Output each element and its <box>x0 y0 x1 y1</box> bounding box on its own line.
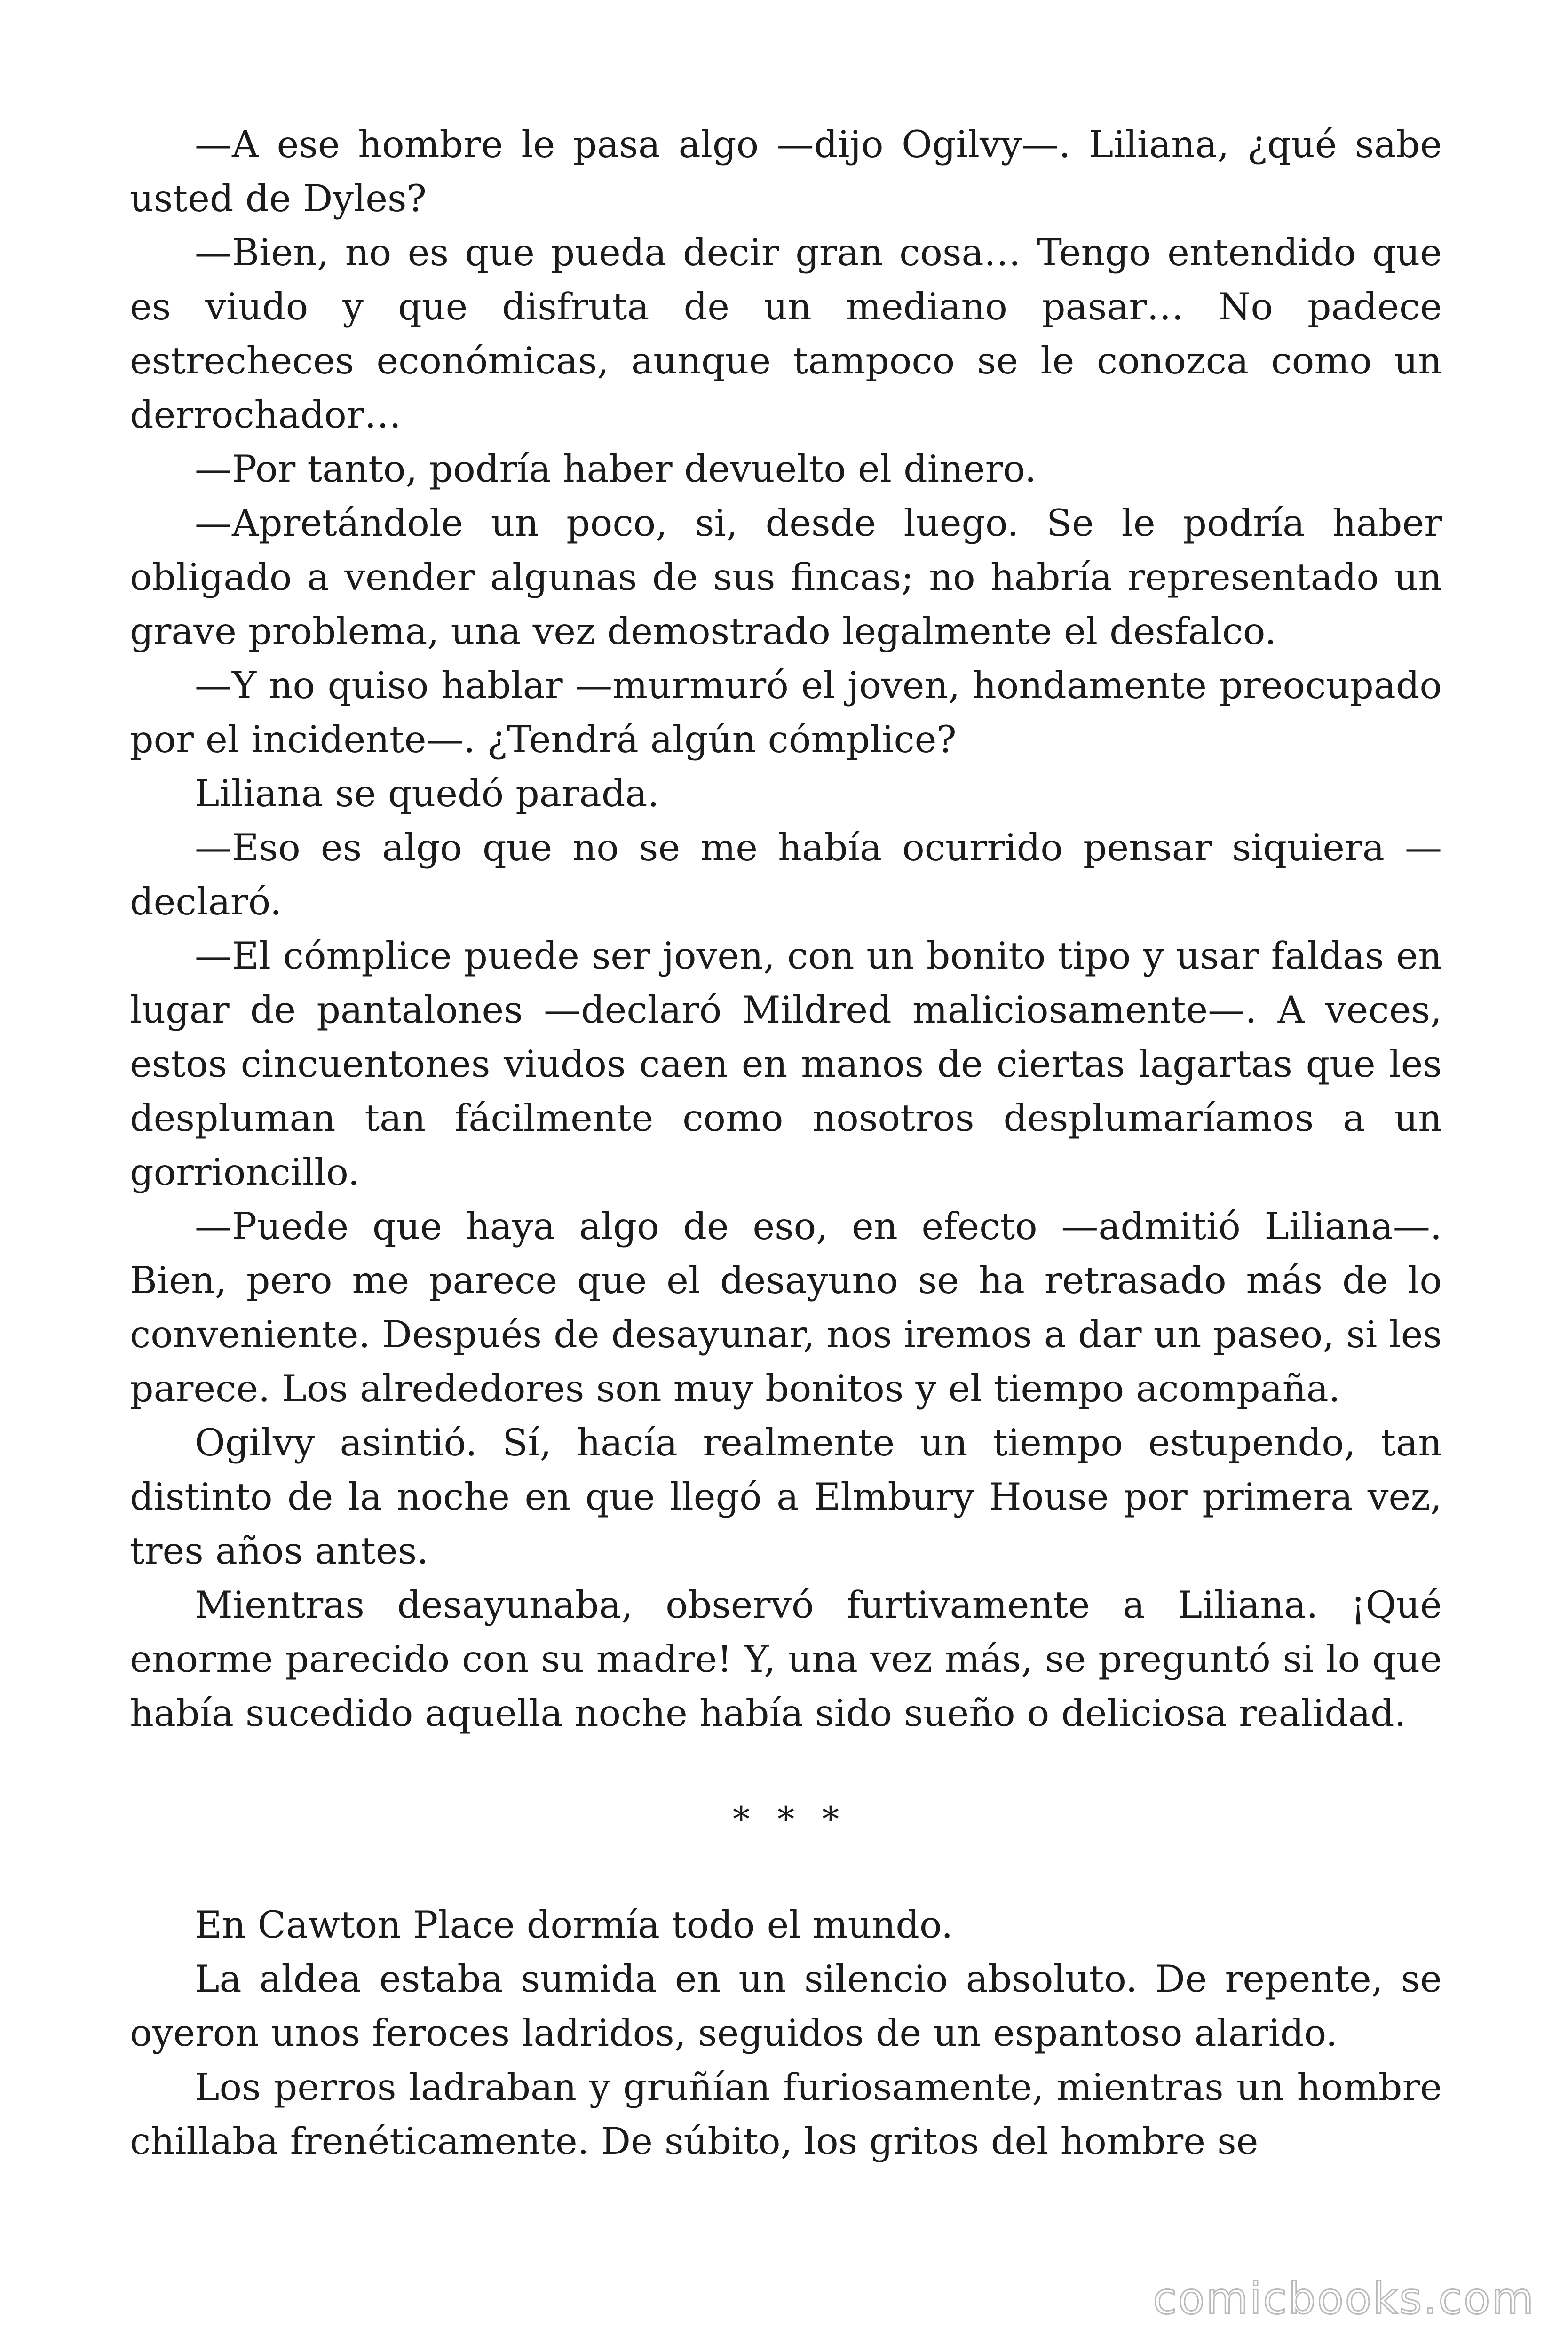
paragraph: —Apretándole un poco, si, desde luego. Se le podría haber obligado a vender algunas de sus fincas; no habría representado un grave problema, una vez demostrado legalmente el desfalco. <box>130 501 1442 653</box>
scene-separator: * * * <box>733 1799 847 1839</box>
section-1 <box>130 118 1442 1740</box>
paragraph: —Por tanto, podría haber devuelto el dinero. <box>195 447 1037 491</box>
watermark: comicbooks.com <box>1153 2273 1535 2324</box>
paragraph: —El cómplice puede ser joven, con un bonito tipo y usar faldas en lugar de pantalones —declaró Mildred maliciosamente—. A veces, estos cincuentones viudos caen en manos de ciertas lagartas que les despluman tan fácilmente como nosotros desplumaríamos a un gorrioncillo. <box>130 934 1442 1194</box>
paragraph: Liliana se quedó parada. <box>195 772 659 815</box>
paragraph: —Eso es algo que no se me había ocurrido pensar siquiera —declaró. <box>130 826 1442 923</box>
paragraph: —Y no quiso hablar —murmuró el joven, hondamente preocupado por el incidente—. ¿Tendrá algún cómplice? <box>130 664 1442 761</box>
paragraph: Los perros ladraban y gruñían furiosamente, mientras un hombre chillaba frenéticamente. De súbito, los gritos del hombre se <box>130 2066 1442 2163</box>
section-2 <box>130 1898 1442 2169</box>
paragraph: Ogilvy asintió. Sí, hacía realmente un tiempo estupendo, tan distinto de la noche en que llegó a Elmbury House por primera vez, tres años antes. <box>130 1421 1442 1573</box>
paragraph: —Bien, no es que pueda decir gran cosa… Tengo entendido que es viudo y que disfruta de un mediano pasar… No padece estrecheces económicas, aunque tampoco se le conozca como un derrochador… <box>130 231 1442 437</box>
paragraph: —A ese hombre le pasa algo —dijo Ogilvy—. Liliana, ¿qué sabe usted de Dyles? <box>130 123 1442 220</box>
paragraph: —Puede que haya algo de eso, en efecto —admitió Liliana—. Bien, pero me parece que el desayuno se ha retrasado más de lo conveniente. Después de desayunar, nos iremos a dar un paseo, si les parece. Los alrededores son muy bonitos y el tiempo acompaña. <box>130 1205 1442 1410</box>
paragraph: La aldea estaba sumida en un silencio absoluto. De repente, se oyeron unos feroces ladridos, seguidos de un espantoso alarido. <box>130 1957 1442 2055</box>
paragraph: En Cawton Place dormía todo el mundo. <box>195 1903 953 1947</box>
paragraph: Mientras desayunaba, observó furtivamente a Liliana. ¡Qué enorme parecido con su madre! Y, una vez más, se preguntó si lo que había sucedido aquella noche había sido sueño o deliciosa realidad. <box>130 1583 1442 1735</box>
book-page <box>130 118 1442 2169</box>
